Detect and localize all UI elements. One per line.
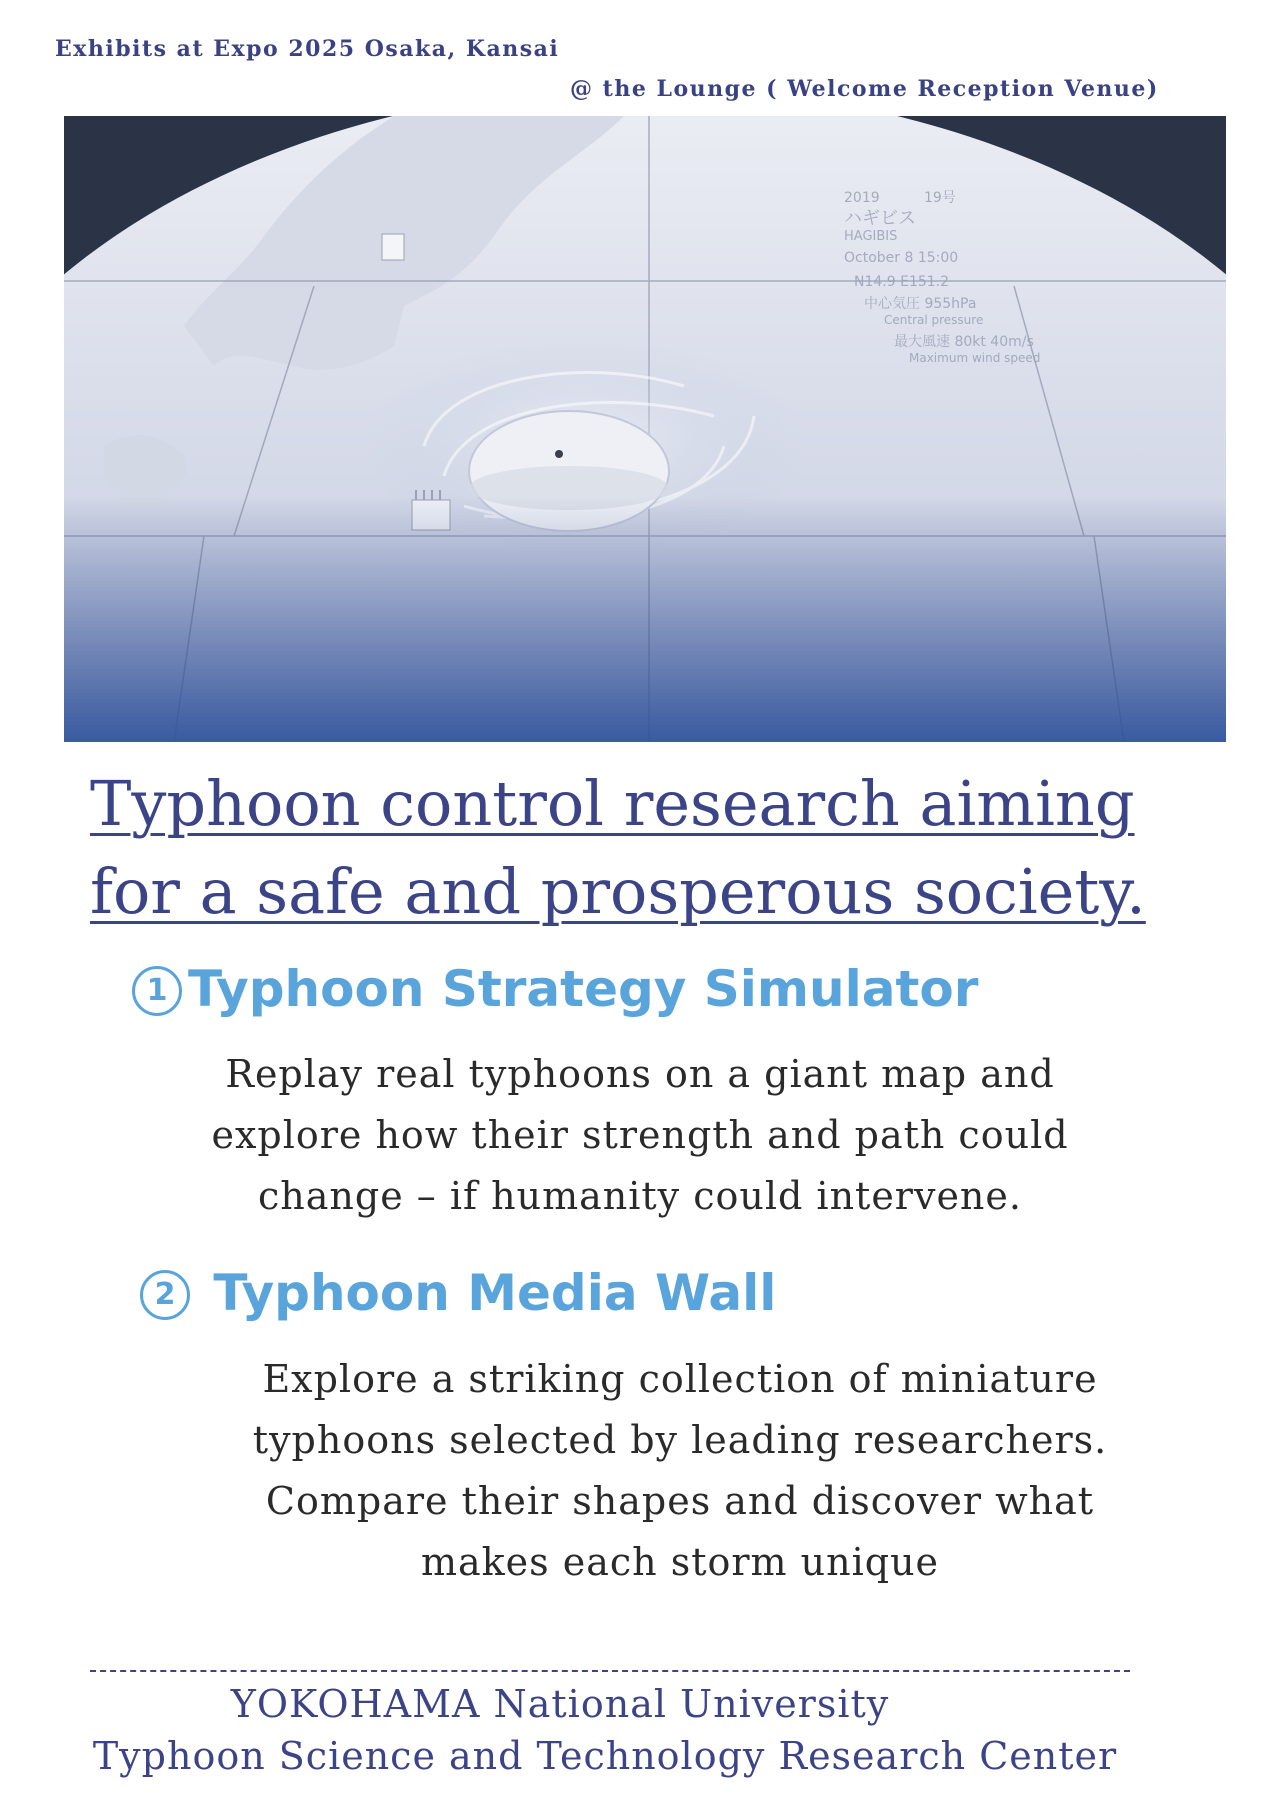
section-2-title-text: Typhoon Media Wall bbox=[196, 1264, 777, 1322]
section-2-line: typhoons selected by leading researchers. bbox=[252, 1418, 1108, 1462]
svg-text:Maximum wind speed: Maximum wind speed bbox=[909, 351, 1041, 365]
exhibit-photo bbox=[64, 116, 1226, 742]
headline-line-2: for a safe and prosperous society. bbox=[90, 855, 1146, 928]
section-1-line: change – if humanity could intervene. bbox=[258, 1174, 1022, 1218]
section-1-title-text: Typhoon Strategy Simulator bbox=[188, 960, 979, 1018]
footer-divider bbox=[90, 1670, 1130, 1672]
section-2-title bbox=[140, 1264, 776, 1322]
svg-text:Central pressure: Central pressure bbox=[884, 313, 984, 327]
svg-text:HAGIBIS: HAGIBIS bbox=[844, 229, 898, 244]
svg-text:ハギビス: ハギビス bbox=[844, 208, 916, 229]
section-1-title bbox=[132, 960, 978, 1018]
svg-text:N14.9 E151.2: N14.9 E151.2 bbox=[854, 274, 950, 290]
venue-subtitle: @ the Lounge ( Welcome Reception Venue) bbox=[570, 76, 1159, 102]
exhibit-title: Exhibits at Expo 2025 Osaka, Kansai bbox=[55, 36, 560, 62]
section-2-description bbox=[190, 1349, 1170, 1593]
section-2-line: makes each storm unique bbox=[420, 1540, 940, 1584]
building-model bbox=[382, 234, 404, 260]
research-center-name: Typhoon Science and Technology Research Center bbox=[92, 1734, 1118, 1778]
svg-text:2019: 2019 bbox=[844, 190, 880, 206]
headline bbox=[90, 760, 1210, 936]
section-1-line: explore how their strength and path could bbox=[211, 1113, 1069, 1157]
svg-text:中心気圧 955hPa: 中心気圧 955hPa bbox=[864, 296, 977, 312]
university-name: YOKOHAMA National University bbox=[230, 1682, 890, 1726]
section-2-line: Compare their shapes and discover what bbox=[265, 1479, 1095, 1523]
section-1-number-badge: 1 bbox=[132, 966, 182, 1016]
section-1-line: Replay real typhoons on a giant map and bbox=[225, 1052, 1055, 1096]
svg-text:最大風速 80kt 40m/s: 最大風速 80kt 40m/s bbox=[894, 334, 1034, 350]
svg-text:October 8 15:00: October 8 15:00 bbox=[844, 250, 959, 266]
section-2-number-badge: 2 bbox=[140, 1270, 190, 1320]
svg-text:19号: 19号 bbox=[924, 190, 956, 206]
section-1-description bbox=[150, 1044, 1130, 1227]
section-2-line: Explore a striking collection of miniature bbox=[262, 1357, 1098, 1401]
headline-line-1: Typhoon control research aiming bbox=[90, 767, 1135, 840]
